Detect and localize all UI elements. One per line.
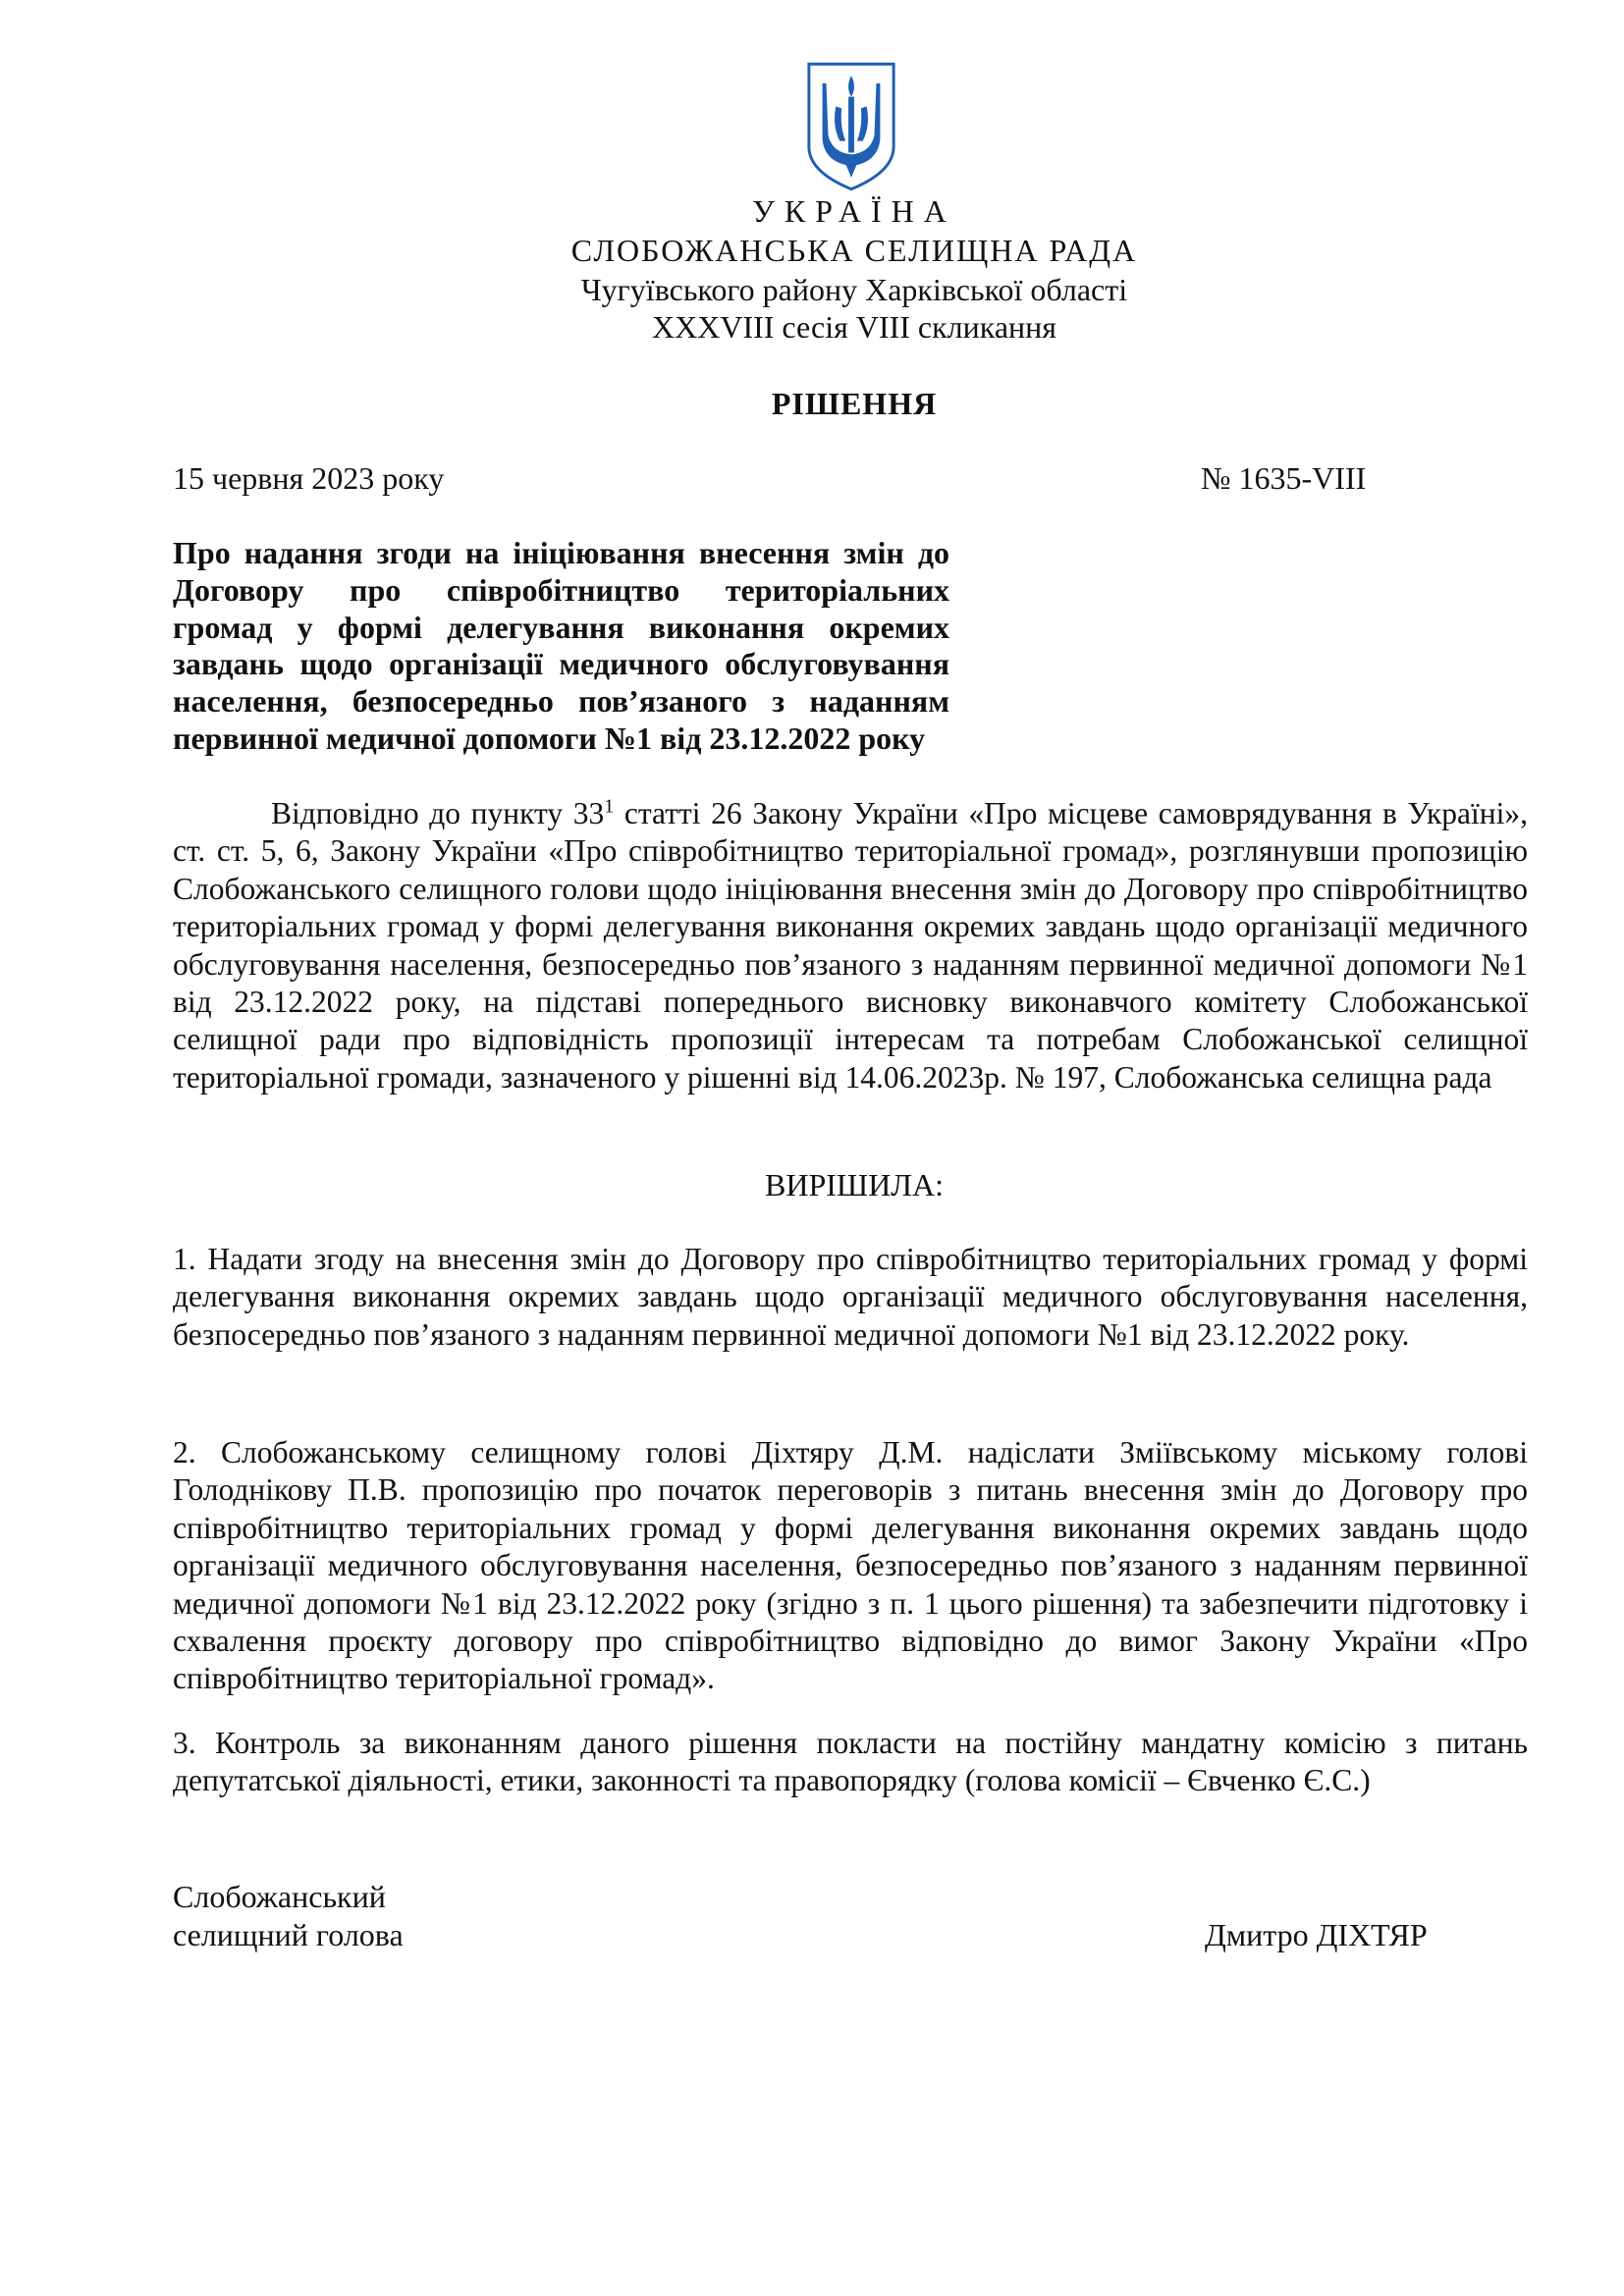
- legal-basis-paragraph: [173, 795, 1528, 1096]
- basis-superscript: 1: [604, 795, 615, 818]
- document-title: РІШЕННЯ: [771, 386, 938, 421]
- subject-line: населення, безпосередньо пов’язаного з наданням: [173, 683, 949, 720]
- header-country: УКРАЇНА: [752, 193, 956, 229]
- header-council: СЛОБОЖАНСЬКА СЕЛИЩНА РАДА: [570, 233, 1138, 268]
- document-date: 15 червня 2023 року: [173, 460, 445, 496]
- basis-text-rest: статті 26 Закону України «Про місцеве самоврядування в Україні», ст. ст. 5, 6, Закону України «Про співробітництво територіальної громад», розглянувши пропозицію Слобожанського селищного голови щодо ініціювання внесення змін до Договору про співробітництво територіальних громад у формі делегування виконання окремих завдань щодо організації медичного обслуговування населення, безпосередньо пов’язаного з наданням первинної медичної допомоги №1 від 23.12.2022 року, на підставі попереднього висновку виконавчого комітету Слобожанської селищної ради про відповідність пропозиції інтересам та потребам Слобожанської селищної територіальної громади, зазначеного у рішенні від 14.06.2023р. № 197, Слобожанська селищна рада: [173, 796, 1528, 1095]
- decision-subject: [173, 535, 949, 758]
- subject-line: Про надання згоди на ініціювання внесення змін до: [173, 535, 949, 570]
- header-session: XXXVIII сесія VIII скликання: [652, 309, 1056, 345]
- decision-point-1: 1. Надати згоду на внесення змін до Договору про співробітництво територіальних громад у формі делегування виконання окремих завдань щодо організації медичного обслуговування населення, безпосередньо пов’язаного з наданням первинної медичної допомоги №1 від 23.12.2022 року.: [173, 1242, 1528, 1352]
- decision-point-3: 3. Контроль за виконанням даного рішення покласти на постійну мандатну комісію з питань депутатської діяльності, етики, законності та правопорядку (голова комісії – Євченко Є.С.): [173, 1726, 1528, 1798]
- basis-text-start: Відповідно до пункту 33: [271, 796, 605, 830]
- header-district: Чугуївського району Харківської області: [580, 272, 1128, 307]
- subject-line: первинної медичної допомоги №1 від 23.12.2022 року: [173, 720, 926, 756]
- signatory-position-line: селищний голова: [173, 1916, 404, 1952]
- subject-line: завдань щодо організації медичного обслуговування: [173, 646, 949, 682]
- document-number: № 1635-VIII: [1201, 460, 1367, 496]
- signatory-position: [173, 1878, 404, 1953]
- signatory-position-line: Слобожанський: [173, 1879, 386, 1914]
- subject-line: громад у формі делегування виконання окремих: [173, 609, 949, 645]
- signatory-name: Дмитро ДІХТЯР: [1205, 1917, 1428, 1952]
- subject-line: Договору про співробітництво територіальних: [173, 571, 949, 608]
- decision-point-2: 2. Слобожанському селищному голові Діхтяру Д.М. надіслати Зміївському міському голові Голоднікову П.В. пропозицію про початок переговорів з питань внесення змін до Договору про співробітництво територіальних громад у формі делегування виконання окремих завдань щодо організації медичного обслуговування населення, безпосередньо пов’язаного з наданням первинної медичної допомоги №1 від 23.12.2022 року (згідно з п. 1 цього рішення) та забезпечити підготовку і схвалення проєкту договору про співробітництво відповідно до вимог Закону України «Про співробітництво територіальної громад».: [173, 1435, 1528, 1696]
- coat-of-arms-of-ukraine-icon: [803, 57, 899, 194]
- resolved-heading: ВИРІШИЛА:: [765, 1167, 944, 1202]
